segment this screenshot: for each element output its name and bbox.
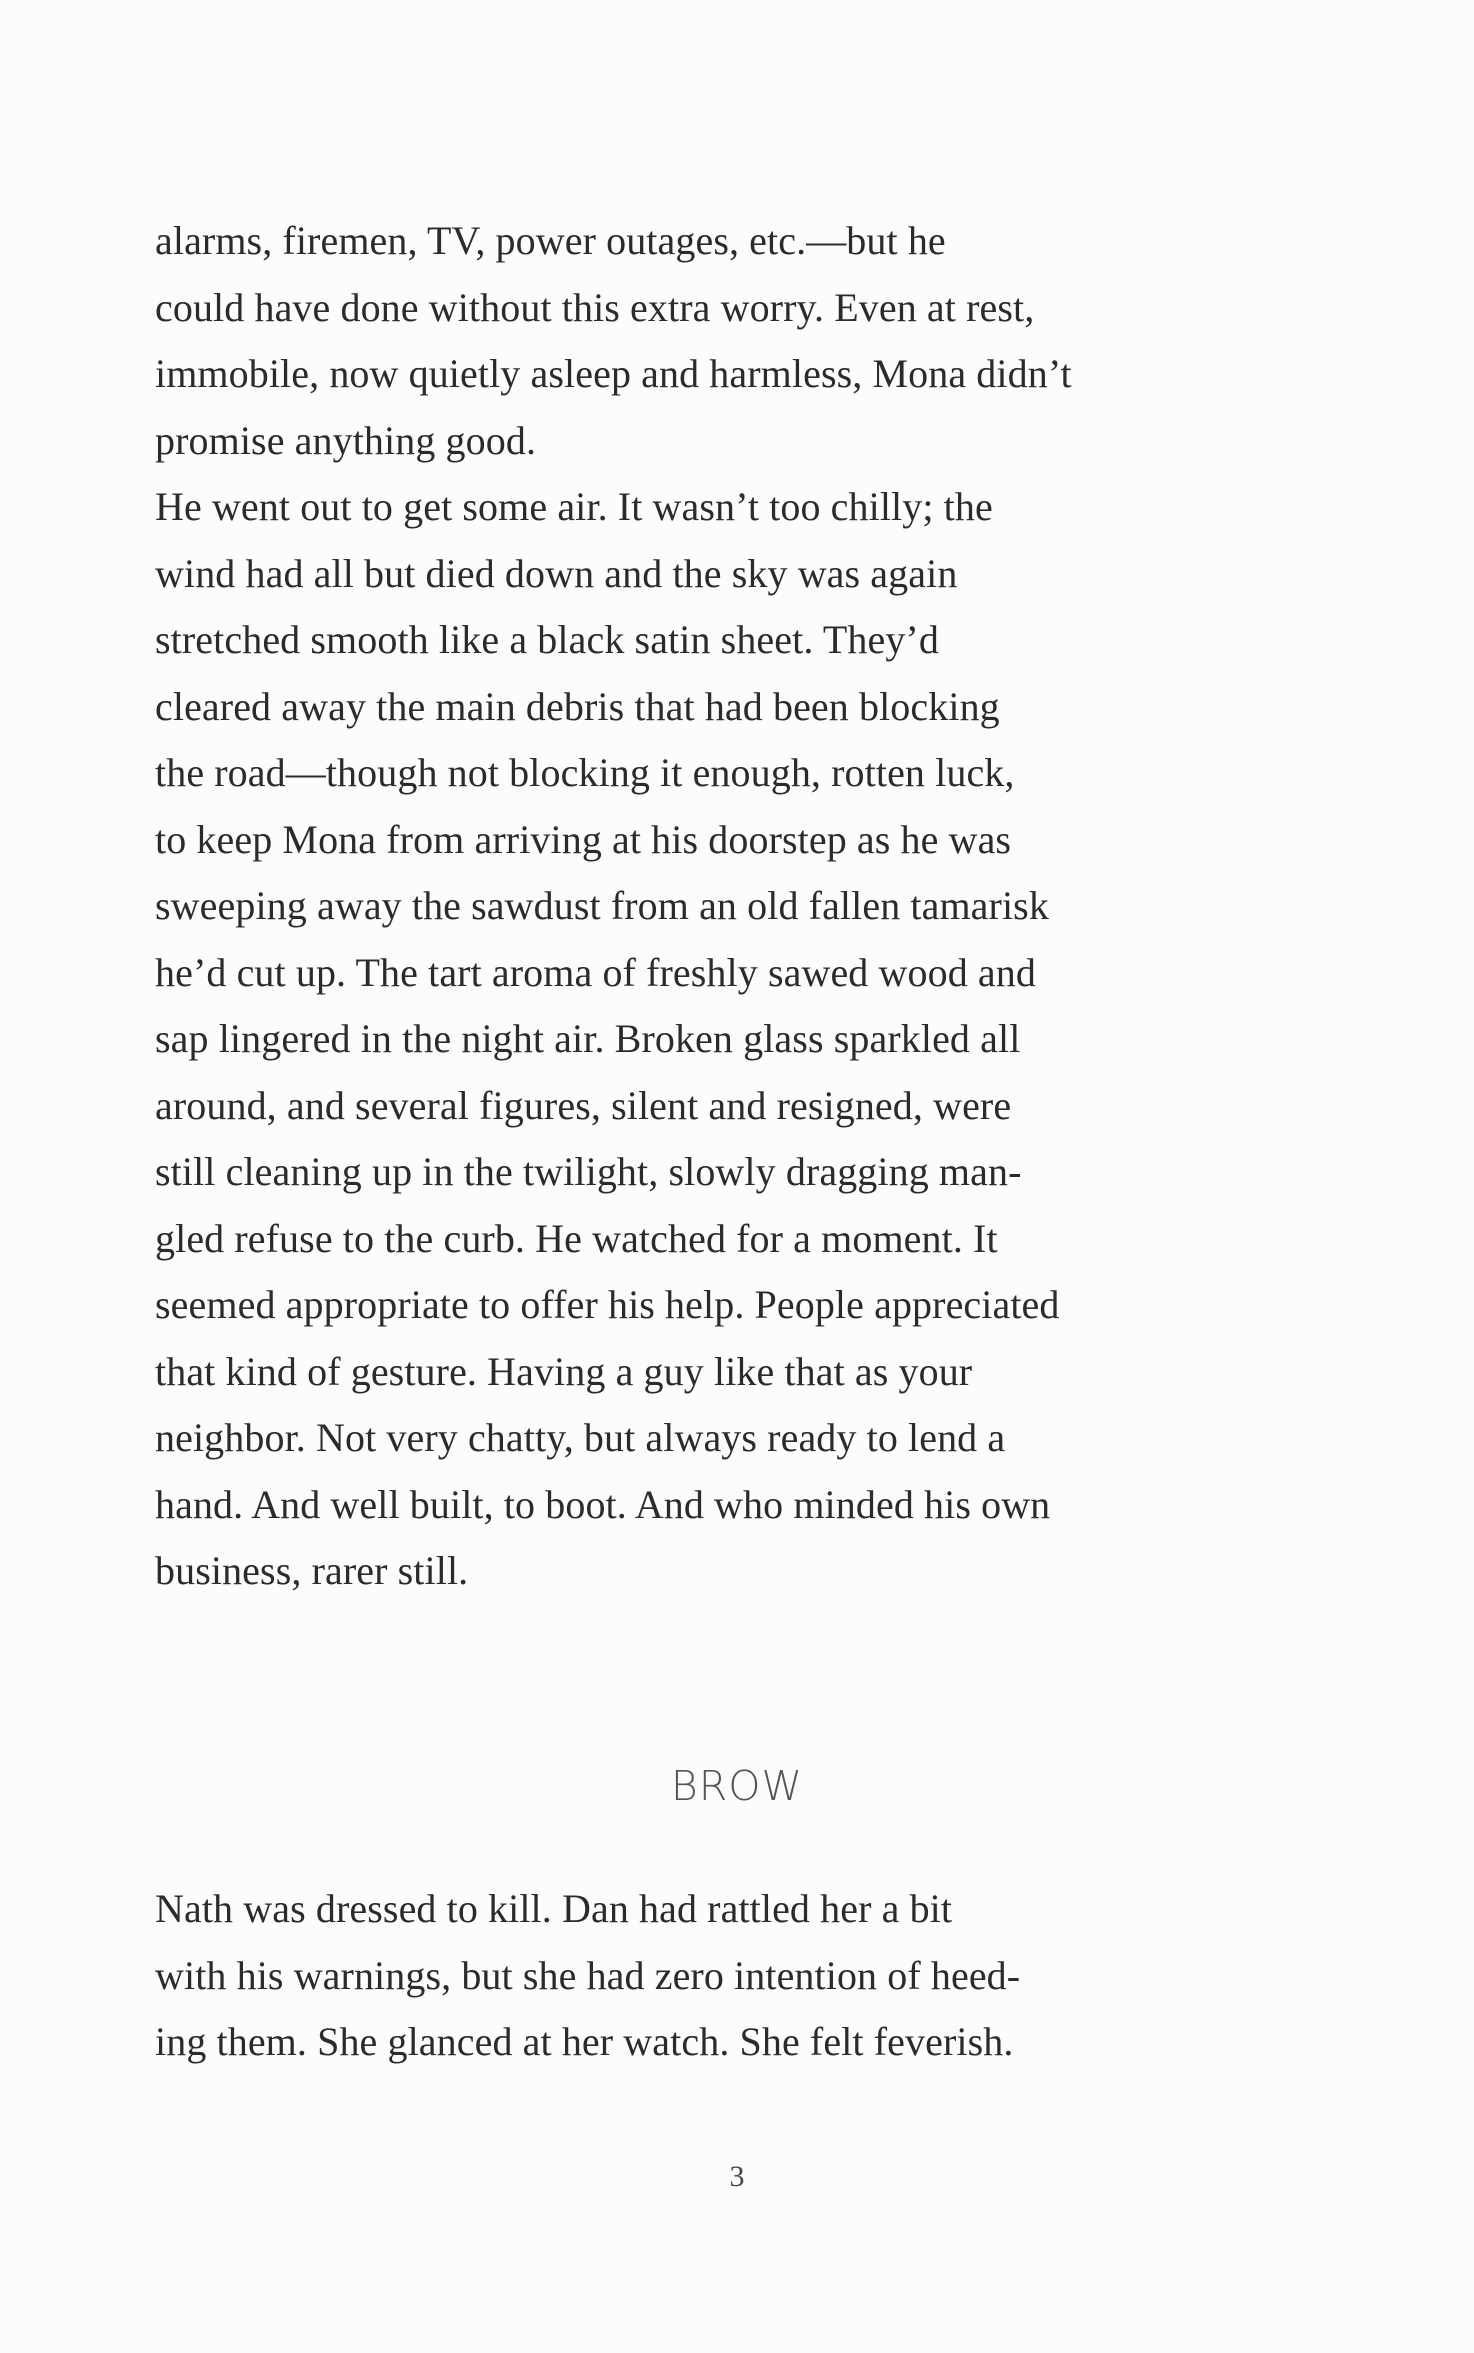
text-line: he’d cut up. The tart aroma of freshly sawed wood and [155,949,1036,995]
text-line: cleared away the main debris that had been blocking [155,683,1000,729]
paragraph-3 [155,1876,1235,2076]
text-line: sap lingered in the night air. Broken glass sparkled all [155,1016,1021,1061]
text-line: promise anything good. [155,417,537,463]
text-line: gled refuse to the curb. He watched for a moment. It [155,1215,998,1261]
text-line: neighbor. Not very chatty, but always ready to lend a [155,1415,1006,1460]
text-line: around, and several figures, silent and resigned, were [155,1082,1012,1128]
text-line: Nath was dressed to kill. Dan had rattled her a bit [155,1886,953,1931]
text-line: He went out to get some air. It wasn’t too chilly; the [155,484,993,529]
text-line: that kind of gesture. Having a guy like that as your [155,1348,973,1394]
page-number: 3 [729,2160,745,2193]
text-line: seemed appropriate to offer his help. People appreciated [155,1282,1060,1327]
text-line: stretched smooth like a black satin sheet. They’d [155,617,939,662]
paragraph-2 [155,474,1235,1605]
text-line: with his warnings, but she had zero intention of heed- [155,1952,1021,1998]
text-line: sweeping away the sawdust from an old fallen tamarisk [155,883,1049,928]
text-line: the road—though not blocking it enough, rotten luck, [155,750,1015,795]
text-line: business, rarer still. [155,1548,469,1593]
text-line: immobile, now quietly asleep and harmless, Mona didn’t [155,351,1072,396]
text-line: ing them. She glanced at her watch. She felt feverish. [155,2019,1014,2064]
text-line: wind had all but died down and the sky was again [155,550,958,596]
text-line: alarms, firemen, TV, power outages, etc.—but he [155,218,946,263]
paragraph-1 [155,208,1235,474]
section-heading: BROW [670,1762,804,1810]
text-line: could have done without this extra worry. Even at rest, [155,284,1035,330]
text-line: to keep Mona from arriving at his doorstep as he was [155,816,1012,862]
text-line: still cleaning up in the twilight, slowly dragging man- [155,1149,1022,1194]
text-line: hand. And well built, to boot. And who minded his own [155,1481,1051,1527]
